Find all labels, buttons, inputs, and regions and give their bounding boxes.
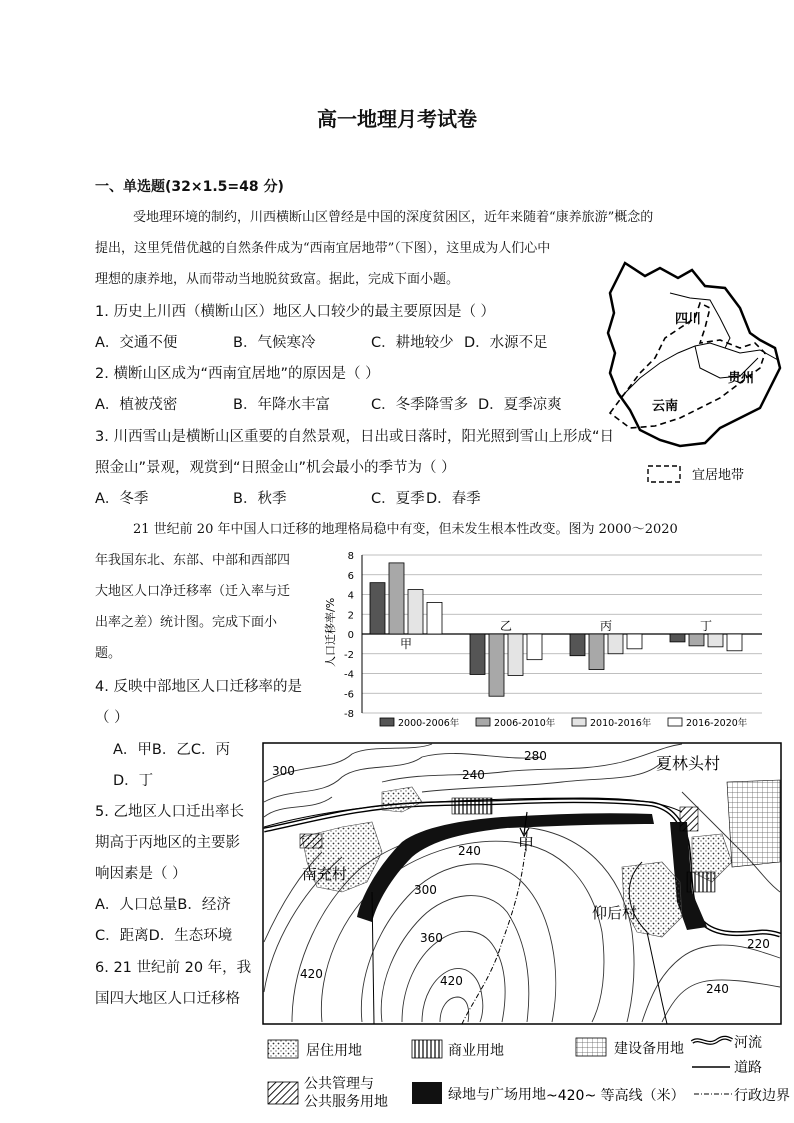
- legend-public-2: 公共服务用地: [304, 1094, 388, 1110]
- legend-green: 绿地与广场用地: [448, 1087, 546, 1103]
- contour-220: 220: [747, 937, 770, 951]
- legend-label: 2016-2020年: [686, 718, 748, 729]
- legend-commercial: 商业用地: [448, 1043, 504, 1059]
- q3-stem-line2: 照金山”景观，观赏到“日照金山”机会最小的季节为（ ）: [95, 460, 456, 476]
- q1-option-b[interactable]: B．气候寒冷: [233, 335, 316, 351]
- bar-3-0: [670, 634, 685, 642]
- q3-option-b[interactable]: B．秋季: [233, 491, 287, 507]
- label-yanghou: 仰后村: [592, 904, 638, 922]
- q2-option-a[interactable]: A．植被茂密: [95, 397, 178, 413]
- q3-option-d[interactable]: D．春季: [426, 491, 481, 507]
- q2-stem: 2. 横断山区成为“西南宜居地”的原因是（ ）: [95, 366, 380, 382]
- y-tick-label: -2: [344, 649, 354, 661]
- q4-stem-line1: 4. 反映中部地区人口迁移率的是: [95, 679, 302, 695]
- legend-construction: 建设备用地: [614, 1041, 684, 1057]
- legend-swatch-green: [412, 1082, 442, 1104]
- legend-swatch-public: [268, 1082, 298, 1104]
- legend-swatch-construction: [576, 1038, 606, 1056]
- category-label: 丙: [599, 619, 613, 633]
- contour-300-b: 300: [414, 883, 437, 897]
- q1-option-c[interactable]: C．耕地较少: [371, 335, 454, 351]
- contour-360: 360: [420, 931, 443, 945]
- bar-2-1: [589, 634, 604, 670]
- q5-options-ab[interactable]: A．人口总量B．经济: [95, 897, 231, 913]
- label-guizhou: 贵州: [728, 371, 755, 386]
- contour-280: 280: [524, 749, 547, 763]
- y-tick-label: 8: [347, 551, 354, 562]
- bar-0-0: [370, 583, 385, 634]
- q1-option-a[interactable]: A．交通不便: [95, 335, 178, 351]
- y-tick-label: 2: [347, 610, 354, 622]
- bar-2-2: [608, 634, 623, 654]
- y-tick-label: 4: [347, 590, 354, 602]
- q6-stem-line2: 国四大地区人口迁移格: [95, 991, 240, 1007]
- passage2-wrap-2: 大地区人口净迁移率（迁入率与迁: [95, 584, 291, 599]
- southwest-map: [600, 258, 790, 488]
- region-outline: [608, 263, 780, 446]
- label-sichuan: 四川: [675, 312, 702, 327]
- q3-option-c[interactable]: C．夏季: [371, 491, 425, 507]
- legend-swatch: [476, 718, 490, 726]
- passage1-line2: 提出，这里凭借优越的自然条件成为“西南宜居地带”（下图），这里成为人们心中: [95, 241, 551, 256]
- section-heading: 一、单选题(32×1.5=48 分): [95, 179, 284, 195]
- bar-1-2: [508, 634, 523, 675]
- legend-livable: 宜居地带: [692, 468, 745, 483]
- legend-swatch: [380, 718, 394, 726]
- legend-label: 2000-2006年: [398, 718, 460, 729]
- q5-options-cd[interactable]: C．距离D．生态环境: [95, 928, 233, 944]
- y-tick-label: -6: [344, 689, 354, 701]
- q3-option-a[interactable]: A．冬季: [95, 491, 149, 507]
- legend-swatch-commercial: [412, 1040, 442, 1058]
- bar-3-2: [708, 634, 723, 647]
- contour-420-b: 420: [300, 967, 323, 981]
- page-title: 高一地理月考试卷: [317, 107, 477, 131]
- commercial-area-2: [687, 872, 715, 892]
- map2-legend: [268, 1034, 790, 1110]
- label-xialintou: 夏林头村: [656, 754, 721, 773]
- contour-240-c: 240: [706, 982, 729, 996]
- q2-option-d[interactable]: D．夏季凉爽: [478, 397, 562, 413]
- bar-1-3: [527, 634, 542, 660]
- q5-stem-line3: 响因素是（ ）: [95, 866, 187, 882]
- q1-stem: 1. 历史上川西（横断山区）地区人口较少的最主要原因是（ ）: [95, 304, 496, 320]
- label-nanchong: 南充村: [302, 865, 348, 883]
- legend-public-1: 公共管理与: [304, 1076, 374, 1092]
- bar-0-2: [408, 590, 423, 634]
- y-tick-label: -4: [344, 669, 354, 681]
- land-use-map: [262, 742, 790, 1114]
- public-service-area-2: [680, 807, 698, 831]
- chart-ylabel: 人口迁移率/%: [324, 597, 337, 667]
- category-label: 丁: [699, 619, 713, 633]
- legend-river: 河流: [734, 1035, 762, 1051]
- y-tick-label: 6: [347, 570, 354, 582]
- passage2-wrap-4: 题。: [95, 646, 122, 661]
- contour-240-b: 240: [458, 844, 481, 858]
- legend-dashed-box: [648, 466, 680, 482]
- passage1-line3: 理想的康养地，从而带动当地脱贫致富。据此，完成下面小题。: [95, 272, 460, 287]
- bar-3-1: [689, 634, 704, 646]
- legend-swatch: [572, 718, 586, 726]
- q4-stem-line2: （ ）: [95, 710, 129, 726]
- legend-boundary: 行政边界: [734, 1088, 790, 1104]
- bar-1-1: [489, 634, 504, 696]
- migration-rate-chart: [322, 547, 772, 732]
- contour-300-a: 300: [272, 764, 295, 778]
- bar-3-3: [727, 634, 742, 651]
- bar-1-0: [470, 634, 485, 674]
- legend-road: 道路: [734, 1060, 762, 1076]
- q1-option-d[interactable]: D．水源不足: [464, 335, 548, 351]
- q5-stem-line1: 5. 乙地区人口迁出率长: [95, 804, 244, 820]
- legend-residential: 居住用地: [306, 1043, 362, 1059]
- passage1-line1: 受地理环境的制约，川西横断山区曾经是中国的深度贫困区，近年来随着“康养旅游”概念的: [133, 210, 654, 225]
- q3-stem-line1: 3. 川西雪山是横断山区重要的自然景观，日出或日落时，阳光照到雪山上形成“日: [95, 429, 614, 445]
- contour-420-a: 420: [440, 974, 463, 988]
- contour-240-a: 240: [462, 768, 485, 782]
- passage2-wrap-1: 年我国东北、东部、中部和西部四: [95, 553, 291, 568]
- construction-reserve: [727, 780, 780, 867]
- legend-label: 2006-2010年: [494, 718, 556, 729]
- category-label: 甲: [399, 637, 413, 651]
- public-service-area-1: [300, 834, 322, 848]
- q5-stem-line2: 期高于丙地区的主要影: [95, 835, 240, 851]
- label-yunnan: 云南: [652, 399, 679, 414]
- label-jia: 甲: [518, 835, 535, 854]
- legend-contour: ~420~ 等高线（米）: [546, 1088, 685, 1104]
- passage2-line1: 21 世纪前 20 年中国人口迁移的地理格局稳中有变，但未发生根本性改变。图为 2000～2020: [133, 522, 678, 537]
- q4-option-d[interactable]: D．丁: [113, 773, 154, 789]
- q4-options-abc[interactable]: A．甲B．乙C．丙: [113, 742, 230, 758]
- legend-swatch-residential: [268, 1040, 298, 1058]
- category-label: 乙: [499, 619, 513, 633]
- bar-0-1: [389, 563, 404, 634]
- bar-0-3: [427, 602, 442, 634]
- passage2-wrap-3: 出率之差）统计图。完成下面小: [95, 615, 278, 630]
- bar-2-3: [627, 634, 642, 649]
- y-tick-label: -8: [344, 709, 354, 720]
- legend-swatch: [668, 718, 682, 726]
- q6-stem-line1: 6. 21 世纪前 20 年，我: [95, 960, 252, 976]
- q2-option-b[interactable]: B．年降水丰富: [233, 397, 330, 413]
- q2-option-c[interactable]: C．冬季降雪多: [371, 397, 469, 413]
- y-tick-label: 0: [347, 630, 354, 641]
- legend-label: 2010-2016年: [590, 718, 652, 729]
- bar-2-0: [570, 634, 585, 656]
